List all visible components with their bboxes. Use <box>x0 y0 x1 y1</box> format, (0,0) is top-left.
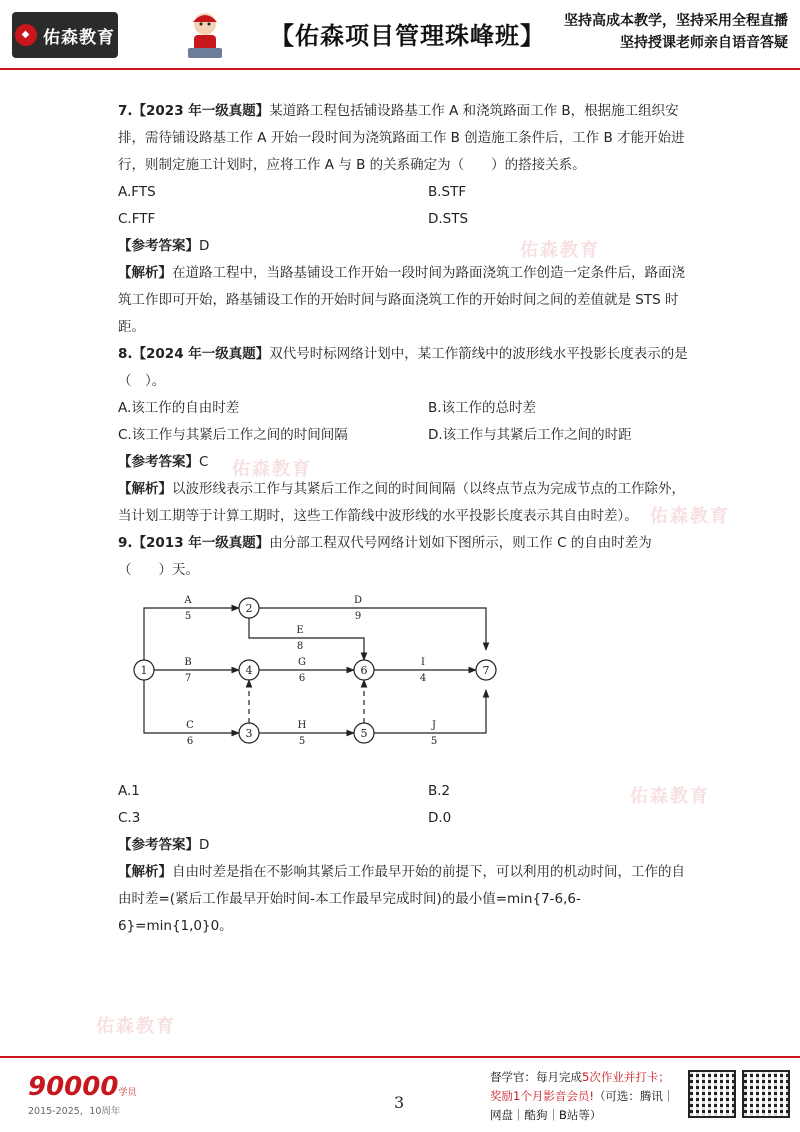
mascot-icon <box>180 10 230 62</box>
watermark: 佑森教育 <box>650 506 730 527</box>
activity-duration: 6 <box>186 736 194 747</box>
activity-name: G <box>298 657 306 668</box>
question-9-text: 由分部工程双代号网络计划如下图所示，则工作 C 的自由时差为（ ）天。 <box>118 535 652 578</box>
activity-name: I <box>421 657 425 668</box>
activity-duration: 5 <box>184 611 192 622</box>
page-number: 3 <box>394 1093 405 1112</box>
question-8-stem <box>118 341 688 395</box>
logo-seal-icon: ◆ <box>15 24 37 46</box>
activity-duration: 7 <box>184 673 192 684</box>
question-9-prefix: 9.【2013 年一级真题】 <box>118 535 270 551</box>
header-divider <box>0 68 800 70</box>
answer-value: D <box>199 238 210 254</box>
option: B.2 <box>428 783 451 799</box>
option: D.0 <box>428 810 452 826</box>
answer-value: D <box>199 837 210 853</box>
watermark: 佑森教育 <box>630 786 710 807</box>
analysis-label: 【解析】 <box>118 481 172 497</box>
option: B.STF <box>428 184 467 200</box>
node-label: 1 <box>140 664 148 677</box>
activity-name: D <box>353 595 363 606</box>
activity-name: J <box>431 720 437 731</box>
node-label: 5 <box>360 727 368 740</box>
question-9-stem <box>118 530 688 584</box>
answer-value: C <box>199 454 209 470</box>
question-9-options <box>118 778 688 832</box>
activity-duration: 4 <box>419 673 427 684</box>
banner-title: 【佑森项目管理珠峰班】 <box>270 22 545 50</box>
option: D.STS <box>428 211 469 227</box>
option: C.3 <box>118 810 141 826</box>
activity-name: A <box>184 595 192 606</box>
footer-years: 2015-2025，10周年 <box>28 1106 121 1117</box>
option: A.1 <box>118 783 140 799</box>
option: A.该工作的自由时差 <box>118 400 240 416</box>
activity-duration: 9 <box>354 611 362 622</box>
question-7-text: 某道路工程包括铺设路基工作 A 和浇筑路面工作 B，根据施工组织安排，需待铺设路基工作 A 开始一段时间为浇筑路面工作 B 创造施工条件后，工作 B 才能开始进行，则制定施工计划时，应将工作 A 与 B 的关系确定为（ ）的搭接关系。 <box>118 103 685 173</box>
badge-number: 90000 <box>28 1072 119 1102</box>
node-label: 2 <box>245 602 253 615</box>
question-8-options <box>118 395 688 449</box>
footer-note <box>490 1068 680 1125</box>
question-8-text: 双代号时标网络计划中，某工作箭线中的波形线水平投影长度表示的是（ ）。 <box>118 346 688 389</box>
question-9-answer <box>118 832 688 859</box>
answer-label: 【参考答案】 <box>118 454 199 470</box>
qr-code-icon <box>688 1070 736 1118</box>
question-7-stem <box>118 98 688 179</box>
option: C.该工作与其紧后工作之间的时间间隔 <box>118 427 348 443</box>
note-highlight: 奖励1个月影音会员! <box>490 1089 594 1103</box>
footer-badge <box>28 1072 136 1102</box>
question-9-analysis <box>118 859 688 940</box>
question-7-prefix: 7.【2023 年一级真题】 <box>118 103 270 119</box>
analysis-text: 在道路工程中，当路基铺设工作开始一段时间为路面浇筑工作创造一定条件后，路面浇筑工作即可开始，路基铺设工作的开始时间与路面浇筑工作的开始时间之间的差值就是 STS 时距。 <box>118 265 685 335</box>
question-content <box>118 98 688 940</box>
activity-name: E <box>296 625 304 636</box>
option: B.该工作的总时差 <box>428 400 537 416</box>
slogan-line-2: 坚持授课老师亲自语音答疑 <box>620 35 788 51</box>
activity-arrow-D <box>259 608 486 650</box>
activity-arrow-J <box>374 690 486 733</box>
question-7-options <box>118 179 688 233</box>
option: A.FTS <box>118 184 156 200</box>
question-8-analysis <box>118 476 688 530</box>
slogan <box>564 10 788 54</box>
activity-name: H <box>297 720 307 731</box>
activity-duration: 8 <box>296 641 304 652</box>
activity-arrow-E <box>249 618 364 660</box>
answer-label: 【参考答案】 <box>118 238 199 254</box>
footer-divider <box>0 1056 800 1058</box>
activity-duration: 5 <box>430 736 438 747</box>
analysis-label: 【解析】 <box>118 265 172 281</box>
node-label: 4 <box>245 664 253 677</box>
option: C.FTF <box>118 211 156 227</box>
note-text: 督学官：每月完成 <box>490 1070 582 1084</box>
watermark: 佑森教育 <box>520 240 600 261</box>
node-label: 7 <box>482 664 490 677</box>
note-highlight: 5次作业并打卡； <box>582 1070 670 1084</box>
activity-arrow-A <box>144 608 239 660</box>
node-label: 6 <box>360 664 368 677</box>
slogan-line-1: 坚持高成本教学，坚持采用全程直播 <box>564 13 788 29</box>
watermark: 佑森教育 <box>96 1016 176 1037</box>
note-text: （可选：腾讯｜网盘｜酷狗｜B站等） <box>490 1089 675 1122</box>
analysis-text: 以波形线表示工作与其紧后工作之间的时间间隔（以终点节点为完成节点的工作除外，当计划工期等于计算工期时，这些工作箭线中波形线的水平投影长度表示其自由时差）。 <box>118 481 685 524</box>
badge-suffix: 学员 <box>118 1088 137 1098</box>
brand-logo <box>12 12 118 58</box>
question-7-analysis <box>118 260 688 341</box>
watermark: 佑森教育 <box>232 459 312 480</box>
node-label: 3 <box>245 727 253 740</box>
question-8-prefix: 8.【2024 年一级真题】 <box>118 346 270 362</box>
analysis-label: 【解析】 <box>118 864 172 880</box>
question-8-answer <box>118 449 688 476</box>
page-header <box>0 0 800 70</box>
answer-label: 【参考答案】 <box>118 837 199 853</box>
brand-name: 佑森教育 <box>43 27 115 48</box>
activity-duration: 6 <box>298 673 306 684</box>
qr-code-icon <box>742 1070 790 1118</box>
network-diagram <box>118 594 688 772</box>
activity-duration: 5 <box>298 736 306 747</box>
option: D.该工作与其紧后工作之间的时距 <box>428 427 632 443</box>
analysis-text: 自由时差是指在不影响其紧后工作最早开始的前提下，可以利用的机动时间，工作的自由时差=(紧后工作最早开始时间-本工作最早完成时间)的最小值=min{7-6,6-6}=min{1,0}0。 <box>118 864 685 934</box>
question-7-answer <box>118 233 688 260</box>
activity-name: C <box>186 720 194 731</box>
activity-name: B <box>184 657 192 668</box>
